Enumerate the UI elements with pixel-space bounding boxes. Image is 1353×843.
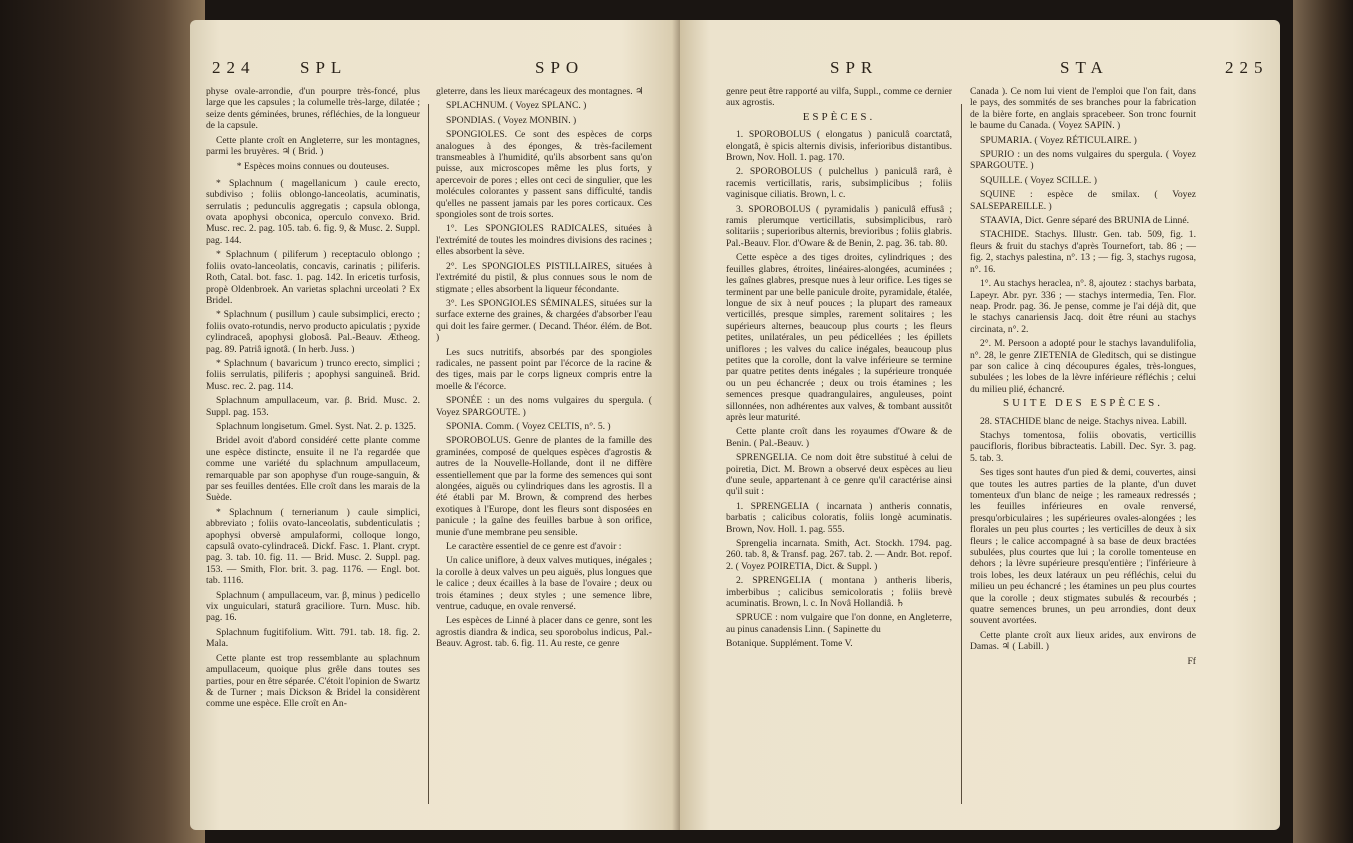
entry: SQUILLE. ( Voyez SCILLE. ) bbox=[980, 174, 1097, 186]
right-header-left: SPR bbox=[830, 58, 879, 77]
paragraph: Stachys tomentosa, foliis obovatis, verticillis paucifloris, floribus bibracteatis. Labill. Dec. Syr. 3. pag. 5. tab. 3. bbox=[970, 429, 1196, 464]
entry: SPUMARIA. ( Voyez RÉTICULAIRE. ) bbox=[980, 134, 1137, 146]
paragraph: * Splachnum ( pusillum ) caule subsimplici, erecto ; foliis ovato-rotundis, nervo producto apiculatis ; pyxide cylindraceâ, apophysi globosâ. Pal.-Beauv. Ætheog. pag. 89. Patriâ ignotâ. ( In herb. Juss. ) bbox=[206, 309, 420, 355]
paragraph: 1°. Au stachys heraclea, n°. 8, ajoutez : stachys barbata, Lapeyr. Abr. pyr. 336 ; — stachys intermedia, Ten. Flor. neap. Prodr. pag. 36. Je pense, comme je l'ai déjà dit, que le stachys canariensis Jacq. doit être réuni au stachys circinata, n°. 2. bbox=[970, 278, 1196, 335]
signature-mark: Ff bbox=[1187, 655, 1196, 667]
species-entry: 2. SPOROBOLUS ( pulchellus ) paniculâ rarâ, è racemis verticillatis, raris, subsimplicibus ; foliis vaginisque ciliatis. Brown, l. c. bbox=[726, 166, 952, 201]
entry: SPONGIOLES. Ce sont des espèces de corps analogues à des éponges, & très-facilement transmeables à l'humidité, qu'ils absorbent sans qu'on puisse, aux microscopes même les plus forts, y apercevoir de pores ; elles ont ceci de singulier, que les molécules colorantes y passent sans difficulté, tandis qu'elles ne passent jamais par les pores corticaux. Ces spongioles sont de trois sortes. bbox=[436, 129, 652, 221]
species-entry: 2. SPRENGELIA ( montana ) antheris liberis, imberbibus ; calicibus semicoloratis ; foliis brevè acuminatis. Brown, l. c. In Novâ Hollandiâ. ♄ bbox=[726, 575, 952, 610]
paragraph: * Splachnum ( piliferum ) receptaculo oblongo ; foliis ovato-lanceolatis, concavis, carinatis ; piliferis. Roth, Catal. bot. fasc. 1. pag. 142. In ericetis turfosis, propè Oldenbroek. An varietas splachni urceolati ? Ex Bridel. bbox=[206, 249, 420, 306]
page-footer-title: Botanique. Supplément. Tome V. bbox=[726, 638, 853, 650]
entry: SPONDIAS. ( Voyez MONBIN. ) bbox=[446, 114, 577, 126]
paragraph: Cette plante croît aux lieux arides, aux environs de Damas. ♃ ( Labill. ) bbox=[970, 629, 1196, 653]
left-header-left: SPL bbox=[300, 58, 348, 77]
column-divider bbox=[428, 104, 429, 804]
paragraph: Cette plante croît en Angleterre, sur les montagnes, parmi les bruyères. ♃ ( Brid. ) bbox=[206, 134, 420, 158]
entry: SPONÉE : un des noms vulgaires du spergula. ( Voyez SPARGOUTE. ) bbox=[436, 395, 652, 418]
paragraph: Cette plante croît dans les royaumes d'Oware & de Benin. ( Pal.-Beauv. ) bbox=[726, 426, 952, 449]
paragraph: 2°. M. Persoon a adopté pour le stachys lavandulifolia, n°. 28, le genre ZIETENIA de Gleditsch, qui se distingue par son calice à cinq découpures égales, très-longues, subulées ; les lobes de la lèvre inférieure réfléchis ; celui du milieu plié, échancré. bbox=[970, 338, 1196, 395]
left-column-2 bbox=[436, 86, 652, 653]
entry: SPURIO : un des noms vulgaires du spergula. ( Voyez SPARGOUTE. ) bbox=[970, 149, 1196, 172]
paragraph: * Splachnum ( bavaricum ) trunco erecto, simplici ; foliis serrulatis, piliferis ; apophysi sanguineâ. Brid. Musc. rec. 2. pag. 114. bbox=[206, 357, 420, 392]
paragraph: Splachnum fugitifolium. Witt. 791. tab. 18. fig. 2. Mala. bbox=[206, 626, 420, 650]
species-entry: 3. SPOROBOLUS ( pyramidalis ) paniculâ effusâ ; ramis plerumque verticillatis, subsimplicibus, rarò solitariis ; superioribus alternis, brevioribus ; foliis glabris. Pal.-Beauv. Flor. d'Oware & de Benin, 2. pag. 36. tab. 80. bbox=[726, 203, 952, 249]
entry: SQUINE : espèce de smilax. ( Voyez SALSEPAREILLE. ) bbox=[970, 189, 1196, 212]
paragraph: Splachnum ampullaceum, var. β. Brid. Musc. 2. Suppl. pag. 153. bbox=[206, 395, 420, 418]
right-page bbox=[680, 20, 1280, 830]
paragraph: Cette espèce a des tiges droites, cylindriques ; des feuilles glabres, étroites, linéaires-alongées, acuminées ; les gaînes glabres, presque nues à leur orifice. Les tiges se terminent par une belle panicule droite, pyramidale, étalée, longue de six à neuf pouces ; la plupart des rameaux verticillés, presque simples, rarement solitaires ; les supérieurs alternes, beaucoup plus courts ; les fleurs petites, unilatérales, un peu pédicellées ; les épillets uniflores ; les valves du calice inégales, beaucoup plus petites que la corolle, dont la valve inférieure se termine par quatre petites dents inégales ; la supérieure tronquée ou un peu échancrée ; deux ou trois étamines ; les semences presque quadrangulaires, anguleuses, point sillonnées, non adhérentes aux valves, & tombant aussitôt après leur maturité. bbox=[726, 252, 952, 423]
paragraph: Sprengelia incarnata. Smith, Act. Stockh. 1794. pag. 260. tab. 8, & Transf. pag. 267. tab. 2. — Andr. Bot. repof. 2. ( Voyez POIRETIA, Dict. & Suppl. ) bbox=[726, 538, 952, 572]
book-edge-left bbox=[0, 0, 205, 843]
paragraph: Splachnum longisetum. Gmel. Syst. Nat. 2. p. 1325. bbox=[216, 420, 416, 432]
paragraph: Les sucs nutritifs, absorbés par des spongioles radicales, ne passent point par l'écorce de la racine & des tiges, mais par le corps ligneux compris entre la moelle & l'écorce. bbox=[436, 346, 652, 392]
left-page-number: 224 bbox=[212, 58, 256, 77]
entry: STACHIDE. Stachys. Illustr. Gen. tab. 509, fig. 1. fleurs & fruit du stachys d'après Tournefort, tab. 86 ; — fig. 2, stachys palestina, n°. 13 ; — fig. 3, stachys rugosa, n°. 16. bbox=[970, 229, 1196, 275]
book-edge-right bbox=[1293, 0, 1353, 843]
right-column-2 bbox=[970, 86, 1196, 670]
entry: SPONIA. Comm. ( Voyez CELTIS, n°. 5. ) bbox=[446, 420, 611, 432]
paragraph: physe ovale-arrondie, d'un pourpre très-foncé, plus large que les capsules ; la columelle très-large, dilatée ; seize dents géminées, brunes, réfléchies, de la longueur de la capsule. bbox=[206, 86, 420, 132]
entry: SPOROBOLUS. Genre de plantes de la famille des graminées, composé de quelques espèces d'agrostis & autres de la Nouvelle-Hollande, dont il ne diffère essentiellement que par la forme des semences qui sont alongées, aiguës ou cylindriques dans les agrostis. Il a été établi par M. Brown, & comprend des herbes exotiques à l'Europe, dont les fleurs sont disposées en panicule ; la gaîne des feuilles barbue à son orifice, munie d'une membrane peu sensible. bbox=[436, 435, 652, 538]
entry: SPLACHNUM. ( Voyez SPLANC. ) bbox=[446, 100, 587, 112]
right-header-right: STA bbox=[1060, 58, 1109, 77]
column-divider bbox=[961, 104, 962, 804]
paragraph: Bridel avoit d'abord considéré cette plante comme une espèce distincte, ensuite il ne l'a regardée que comme une variété du splachnum ampullaceum, remarquable par son apophyse d'un rouge-sanguin, & par ses feuilles dentées. Elle croît dans les marais de la Suède. bbox=[206, 435, 420, 504]
left-page bbox=[190, 20, 680, 830]
right-page-number: 225 bbox=[1225, 58, 1269, 77]
paragraph: * Splachnum ( ternerianum ) caule simplici, abbreviato ; foliis ovato-lanceolatis, subdenticulatis ; apophysi obversè ampulaformi, colloque longo, capsulâ ovato-cylindraceâ. Dickf. Fasc. 1. Plant. crypt. pag. 3. tab. 10. fig. 11. — Brid. Musc. 2. Suppl. pag. 153. — Smith, Flor. brit. 3. pag. 1176. — Engl. bot. tab. 1116. bbox=[206, 506, 420, 587]
paragraph: Canada ). Ce nom lui vient de l'emploi que l'on fait, dans le pays, des sommités de ses branches pour la fabrication de la bière forte, en anglais spracebeer. Son tronc fournit le baume du Canada. ( Voyez SAPIN. ) bbox=[970, 86, 1196, 132]
entry: SPRUCE : nom vulgaire que l'on donne, en Angleterre, au pinus canadensis Linn. ( Sapinette du bbox=[726, 612, 952, 635]
entry: STAAVIA, Dict. Genre séparé des BRUNIA de Linné. bbox=[980, 215, 1190, 227]
right-column-1 bbox=[726, 86, 952, 653]
section-heading: * Espèces moins connues ou douteuses. bbox=[236, 161, 390, 173]
paragraph: * Splachnum ( magellanicum ) caule erecto, subdiviso ; foliis oblongo-lanceolatis, acuminatis, serrulatis ; pedunculis aggregatis ; capsula oblonga, ovata apophysi obconica, operculo convexo. Brid. Musc. rec. 2. pag. 105. tab. 6. fig. 9, & Musc. 2. Suppl. pag. 144. bbox=[206, 177, 420, 246]
paragraph: genre peut être rapporté au vilfa, Suppl., comme ce dernier aux agrostis. bbox=[726, 86, 952, 109]
section-heading: ESPÈCES. bbox=[802, 110, 876, 123]
section-heading: SUITE DES ESPÈCES. bbox=[1002, 397, 1164, 410]
paragraph: Ses tiges sont hautes d'un pied & demi, couvertes, ainsi que toutes les autres parties de la plante, d'un duvet tomenteux d'un blanc de neige ; les rameaux redressés ; les feuilles inférieures en ovale renversé, presqu'orbiculaires ; les supérieures ovales-alongées ; les florales un peu plus courtes ; les verticilles de deux à six fleurs ; le calice accompagné à sa base de deux bractées subulées, plus courtes que lui ; la corolle tomenteuse en dehors ; la lèvre supérieure presqu'entière ; l'inférieure à trois lobes, les deux latéraux un peu réfléchis, celui du milieu un peu échancré ; les étamines un peu plus courtes que la corolle ; deux stigmates subulés & recourbés ; quatre semences brunes, un peu arrondies, dont deux souvent avortées. bbox=[970, 467, 1196, 627]
paragraph: 2°. Les SPONGIOLES PISTILLAIRES, situées à l'extrémité du pistil, & plus connues sous le nom de stigmate ; elles absorbent la liqueur fécondante. bbox=[436, 260, 652, 295]
paragraph: 1°. Les SPONGIOLES RADICALES, situées à l'extrémité de toutes les moindres divisions des racines ; elles absorbent la sève. bbox=[436, 223, 652, 258]
paragraph: Splachnum ( ampullaceum, var. β, minus ) pedicello vix unguiculari, staturâ graciliore. Turn. Musc. hib. pag. 16. bbox=[206, 589, 420, 624]
left-column-1 bbox=[206, 86, 420, 713]
paragraph: 3°. Les SPONGIOLES SÉMINALES, situées sur la surface externe des graines, & chargées d'absorber l'eau qui doit les faire germer. ( Decand. Théor. élém. de Bot. ) bbox=[436, 297, 652, 344]
left-header-right: SPO bbox=[535, 58, 585, 77]
paragraph: Les espèces de Linné à placer dans ce genre, sont les agrostis diandra & indica, seu sporobolus indicus, Pal.-Beauv. Agrost. tab. 6. fig. 11. Au reste, ce genre bbox=[436, 615, 652, 650]
species-entry: 1. SPRENGELIA ( incarnata ) antheris connatis, barbatis ; calicibus coloratis, foliis longè acuminatis. Brown, Nov. Holl. 1. pag. 555. bbox=[726, 500, 952, 535]
paragraph: Cette plante est trop ressemblante au splachnum ampullaceum, quoique plus grêle dans toutes ses parties, pour en être séparée. C'étoit l'opinion de Swartz & de Turner ; mais Dickson & Bridel la considèrent comme une espèce. Elle croît en An- bbox=[206, 652, 420, 710]
entry: SPRENGELIA. Ce nom doit être substitué à celui de poiretia, Dict. M. Brown a observé deux espèces au lieu d'une seule, appartenant à ce genre qu'il caractérise ainsi qu'il suit : bbox=[726, 452, 952, 498]
paragraph: Un calice uniflore, à deux valves mutiques, inégales ; la corolle à deux valves un peu aiguës, plus longues que le calice ; deux écailles à la base de l'ovaire ; deux ou trois étamines ; deux styles ; une semence libre, ventrue, caduque, en ovale renversé. bbox=[436, 555, 652, 613]
species-entry: 28. STACHIDE blanc de neige. Stachys nivea. Labill. bbox=[980, 415, 1187, 427]
species-entry: 1. SPOROBOLUS ( elongatus ) paniculâ coarctatâ, elongatâ, è spicis alternis divisis, inferioribus distantibus. Brown, Nov. Holl. 1. pag. 170. bbox=[726, 129, 952, 164]
paragraph: Le caractère essentiel de ce genre est d'avoir : bbox=[446, 541, 622, 553]
paragraph: gleterre, dans les lieux marécageux des montagnes. ♃ bbox=[436, 86, 644, 97]
